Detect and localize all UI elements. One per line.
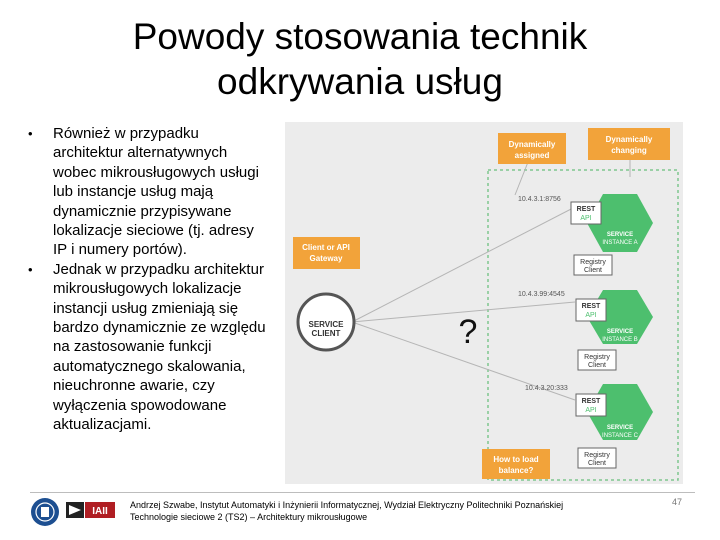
- title-line-1: Powody stosowania technik: [132, 16, 588, 57]
- svg-text:SERVICE: SERVICE: [308, 320, 344, 329]
- logo2-label: IAII: [92, 506, 108, 517]
- svg-text:assigned: assigned: [514, 151, 550, 160]
- load-balance-box: [482, 449, 550, 479]
- bullet-text-2: Jednak w przypadku architektur mikrousługowych lokalizacje instancji usług zmieniają się bardzo dynamicznie ze względu na zastosowanie funkcji automatycznego skalowania, nieuchronne awarie, czy wyłączenia spowodowane aktualizacjami.: [53, 260, 266, 434]
- svg-text:Gateway: Gateway: [309, 254, 343, 263]
- svg-text:Client: Client: [584, 267, 602, 274]
- svg-text:Registry: Registry: [584, 452, 610, 459]
- svg-text:INSTANCE A: INSTANCE A: [602, 240, 638, 246]
- bullet-text-1: Również w przypadku architektur alternatywnych wobec mikrousługowych usługi lub instancje usług mają dynamicznie przypisywane lokalizacje sieciowe (tj. adresy IP i numery portów).: [53, 125, 259, 259]
- svg-text:SERVICE: SERVICE: [606, 232, 634, 238]
- footer-divider: [30, 492, 695, 493]
- svg-text:Registry: Registry: [580, 259, 606, 266]
- instance-a-ip: 10.4.3.1:8756: [518, 196, 561, 203]
- api-gateway-box: [293, 237, 360, 269]
- svg-text:How to load: How to load: [493, 455, 539, 464]
- service-discovery-diagram: [285, 122, 683, 484]
- bullet-list: [28, 124, 268, 435]
- question-mark: ?: [458, 313, 478, 351]
- bullet-item-1: [28, 124, 268, 260]
- svg-text:CLIENT: CLIENT: [311, 329, 341, 338]
- svg-text:Registry: Registry: [584, 354, 610, 361]
- title-line-2: odkrywania usług: [217, 61, 503, 102]
- svg-text:API: API: [580, 215, 592, 222]
- footer-course: Technologie sieciowe 2 (TS2) – Architektury mikrousługowe: [130, 512, 368, 522]
- footer-text: [130, 499, 660, 523]
- bullet-item-2: [28, 260, 268, 435]
- svg-text:Client: Client: [588, 460, 606, 467]
- svg-text:changing: changing: [611, 146, 647, 155]
- instance-b-ip: 10.4.3.99:4545: [518, 291, 565, 298]
- service-client-node: [298, 294, 354, 350]
- svg-text:SERVICE: SERVICE: [606, 329, 634, 335]
- svg-text:INSTANCE C: INSTANCE C: [602, 433, 638, 439]
- svg-text:Dynamically: Dynamically: [508, 140, 556, 149]
- footer-author: Andrzej Szwabe, Instytut Automatyki i Inżynierii Informatycznej, Wydział Elektryczny Politechniki Poznańskiej: [130, 500, 564, 510]
- svg-text:API: API: [585, 407, 597, 414]
- page-number: 47: [672, 497, 683, 507]
- university-logo-icon: [30, 497, 60, 527]
- bullet-icon: •: [28, 126, 33, 141]
- bullet-icon: •: [28, 261, 33, 277]
- svg-text:REST: REST: [576, 206, 596, 213]
- svg-text:REST: REST: [581, 398, 601, 405]
- svg-text:REST: REST: [581, 303, 601, 310]
- svg-text:Client or API: Client or API: [302, 243, 350, 252]
- dynamically-changing-box: [588, 128, 670, 160]
- svg-text:SERVICE: SERVICE: [606, 425, 634, 431]
- iaii-logo-icon: [66, 499, 116, 521]
- instance-c-ip: 10.4.3.20:333: [525, 385, 568, 392]
- svg-text:Dynamically: Dynamically: [605, 135, 653, 144]
- slide-title: [60, 14, 660, 104]
- svg-text:balance?: balance?: [498, 466, 534, 475]
- svg-text:INSTANCE B: INSTANCE B: [602, 337, 638, 343]
- svg-text:API: API: [585, 312, 597, 319]
- svg-text:Client: Client: [588, 362, 606, 369]
- dynamically-assigned-box: [498, 133, 566, 164]
